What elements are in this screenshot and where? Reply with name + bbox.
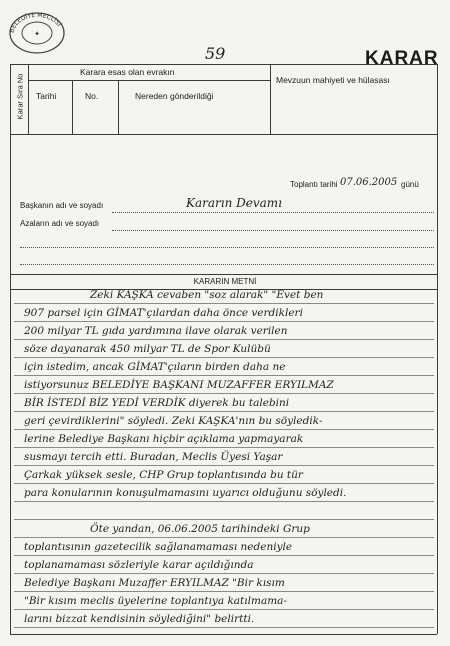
body-line: Çarkak yüksek sesle, CHP Grup toplantısında bu tür bbox=[24, 469, 303, 481]
ruled-line bbox=[14, 357, 434, 358]
baskan-label: Başkanın adı ve soyadı bbox=[20, 201, 104, 210]
toplanti-label: Toplantı tarihi bbox=[290, 180, 338, 189]
body-line: BİR İSTEDİ BİZ YEDİ VERDİK diyerek bu talebini bbox=[24, 397, 290, 409]
evrak-label: Karara esas olan evrakın bbox=[80, 67, 175, 77]
azalar-label: Azaların adı ve soyadı bbox=[20, 219, 100, 228]
ruled-line bbox=[14, 429, 434, 430]
ruled-line bbox=[14, 447, 434, 448]
azalar-line-2 bbox=[20, 247, 434, 248]
nereden-label: Nereden gönderildiği bbox=[135, 91, 214, 101]
metin-heading: KARARIN METNİ bbox=[193, 277, 257, 286]
header-bottom bbox=[10, 134, 437, 135]
col-divider bbox=[72, 80, 73, 134]
col-divider bbox=[118, 80, 119, 134]
ruled-line bbox=[14, 537, 434, 538]
body-line: "Bir kısım meclis üyelerine toplantıya katılmama- bbox=[24, 595, 287, 607]
ruled-line bbox=[14, 303, 434, 304]
official-stamp bbox=[6, 8, 68, 58]
body-line: 907 parsel için GİMAT'çılardan daha önce verdikleri bbox=[24, 307, 303, 319]
frame-right bbox=[437, 64, 438, 634]
stamp-label: BELEDİYE MECLİSİ bbox=[8, 11, 63, 34]
svg-text:✦: ✦ bbox=[34, 30, 40, 38]
ruled-line bbox=[14, 321, 434, 322]
ruled-line bbox=[14, 339, 434, 340]
body-line: larını bizzat kendisinin söylediğini" belirtti. bbox=[24, 613, 255, 625]
body-line: lerine Belediye Başkanı hiçbir açıklama yapmayarak bbox=[24, 433, 304, 445]
page-number: 59 bbox=[205, 44, 226, 63]
body-line: toplantısının gazetecilik sağlanamaması nedeniyle bbox=[24, 541, 293, 553]
no-label: No. bbox=[85, 91, 99, 101]
col-divider bbox=[270, 64, 271, 134]
mevzuu-label: Mevzuun mahiyeti ve hülasası bbox=[276, 75, 390, 85]
ruled-line bbox=[14, 393, 434, 394]
body-line: söze dayanarak 450 milyar TL de Spor Kulübü bbox=[24, 343, 271, 355]
ruled-line bbox=[14, 573, 434, 574]
body-line: 200 milyar TL gıda yardımına ilave olarak verilen bbox=[24, 325, 288, 337]
body-line: susmayı tercih etti. Buradan, Meclis Üyesi Yaşar bbox=[24, 451, 283, 463]
frame-top bbox=[10, 64, 437, 65]
ruled-line bbox=[14, 609, 434, 610]
metin-top bbox=[10, 274, 437, 275]
azalar-line-3 bbox=[20, 264, 434, 265]
body-line: istiyorsunuz BELEDİYE BAŞKANI MUZAFFER ERYILMAZ bbox=[24, 379, 334, 391]
karar-sira-no-label: Karar Sıra No bbox=[15, 73, 25, 120]
baskan-value: Kararın Devamı bbox=[186, 196, 282, 210]
body-line: Öte yandan, 06.06.2005 tarihindeki Grup bbox=[90, 523, 310, 535]
gunu-label: günü bbox=[401, 180, 419, 189]
body-line: Zeki KAŞKA cevaben "soz alarak" "Evet ben bbox=[90, 289, 324, 301]
body-line: geri çevirdiklerini" söyledi. Zeki KAŞKA'nın bu söyledik- bbox=[24, 415, 323, 427]
row-divider bbox=[28, 80, 270, 81]
ruled-line bbox=[14, 483, 434, 484]
ruled-line bbox=[14, 465, 434, 466]
body-line: para konularının konuşulmamasını uyarıcı olduğunu söyledi. bbox=[24, 487, 347, 499]
baskan-line bbox=[112, 212, 434, 213]
ruled-line bbox=[14, 591, 434, 592]
body-line: toplanamaması sözleriyle karar açıldığında bbox=[24, 559, 254, 571]
ruled-line bbox=[14, 519, 434, 520]
azalar-line bbox=[112, 230, 434, 231]
body-line: için istedim, ancak GİMAT'çıların birden daha ne bbox=[24, 361, 286, 373]
ruled-line bbox=[14, 627, 434, 628]
ruled-line bbox=[14, 501, 434, 502]
ruled-line bbox=[14, 555, 434, 556]
frame-bottom bbox=[10, 634, 437, 635]
tarihi-label: Tarihi bbox=[36, 91, 57, 101]
toplanti-value: 07.06.2005 bbox=[340, 177, 398, 188]
ruled-line bbox=[14, 375, 434, 376]
form-title: KARAR bbox=[365, 48, 439, 69]
body-line: Belediye Başkanı Muzaffer ERYILMAZ "Bir kısım bbox=[24, 577, 285, 589]
col-divider bbox=[28, 64, 29, 134]
frame-left bbox=[10, 64, 11, 634]
ruled-line bbox=[14, 411, 434, 412]
